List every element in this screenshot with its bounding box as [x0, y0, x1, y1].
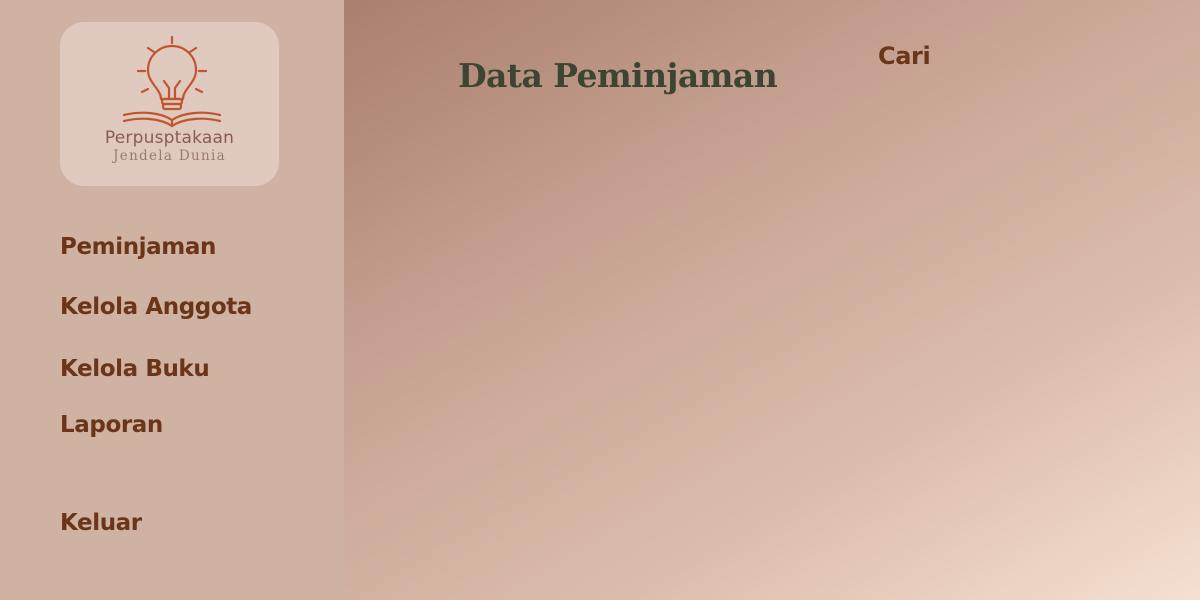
lightbulb-book-icon — [60, 22, 279, 132]
search-button[interactable]: Cari — [878, 42, 931, 70]
nav-item-keluar[interactable]: Keluar — [60, 510, 142, 536]
nav-item-kelola-buku[interactable]: Kelola Buku — [60, 356, 210, 382]
logo-subtitle: Jendela Dunia — [113, 148, 226, 164]
page-title: Data Peminjaman — [458, 56, 778, 96]
logo-title: Perpusptakaan — [104, 128, 235, 148]
main-content — [344, 0, 1200, 600]
nav-item-kelola-anggota[interactable]: Kelola Anggota — [60, 294, 252, 320]
nav-item-peminjaman[interactable]: Peminjaman — [60, 234, 216, 260]
logo-card — [60, 22, 279, 186]
sidebar — [0, 0, 344, 600]
nav-item-laporan[interactable]: Laporan — [60, 412, 163, 438]
